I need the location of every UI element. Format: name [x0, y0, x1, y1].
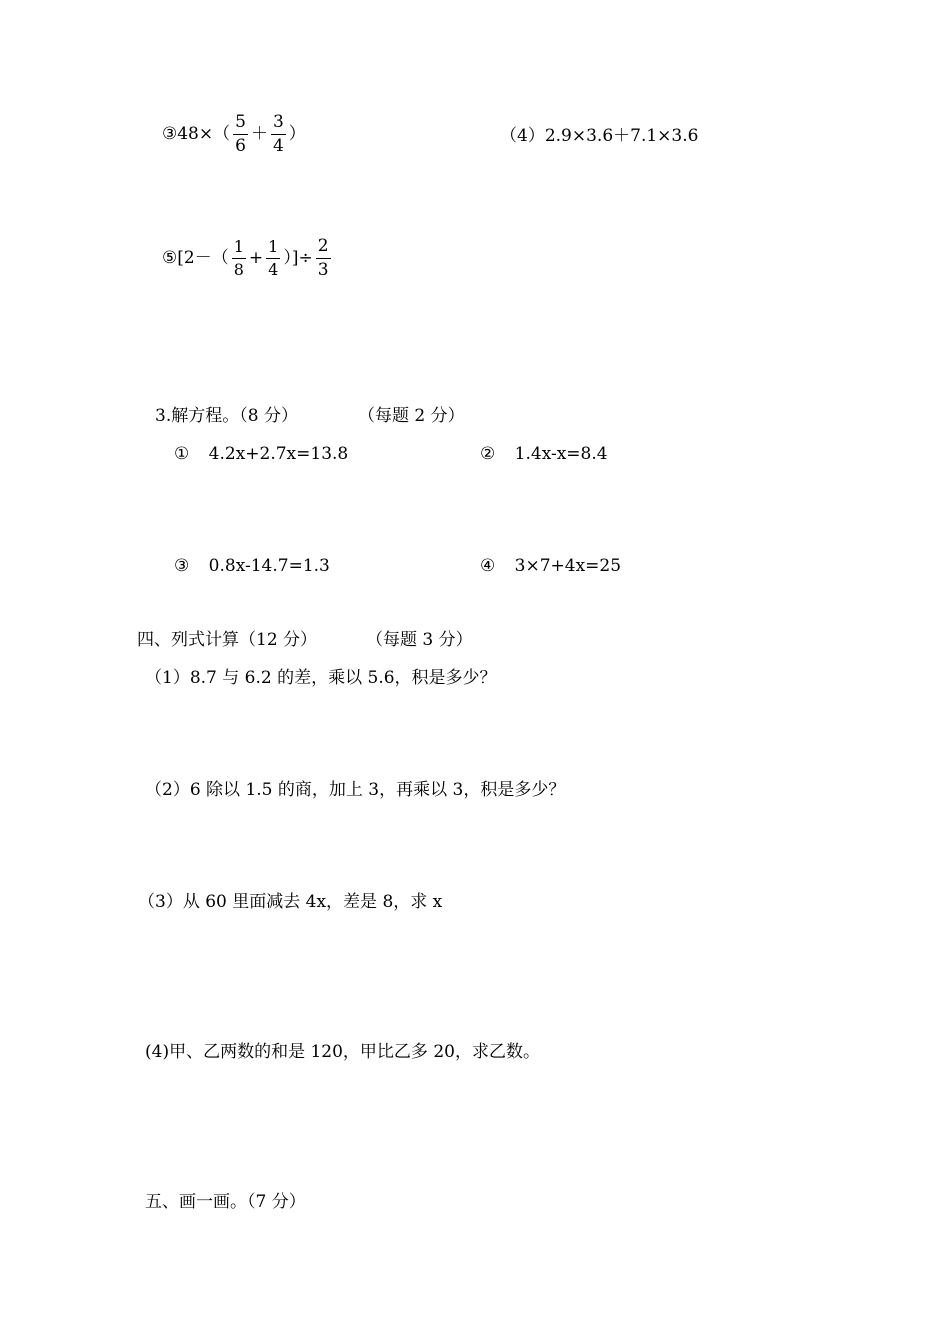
equation-3: [174, 558, 330, 575]
word-problem-2: （2）6 除以 1.5 的商，加上 3，再乘以 3，积是多少？: [145, 780, 566, 800]
calc-problem-4: （4）2.9×3.6＋7.1×3.6: [500, 126, 699, 146]
word-problem-1: （1）8.7 与 6.2 的差，乘以 5.6，积是多少？: [145, 668, 497, 688]
fraction-denominator: 8: [233, 260, 244, 279]
fraction-denominator: 6: [235, 136, 246, 156]
fraction-denominator: 4: [272, 136, 284, 156]
equation-marker: ③: [174, 556, 190, 576]
calc-5-mid: ）]÷: [283, 248, 313, 268]
equation-1: [174, 446, 348, 463]
calc-problem-3: [162, 114, 306, 155]
fraction-1-4: [266, 239, 280, 278]
equation-marker: ①: [174, 444, 190, 464]
word-problem-3: （3）从 60 里面减去 4x，差是 8，求 x: [138, 892, 443, 912]
fraction-1-8: [232, 239, 246, 278]
fraction-numerator: 1: [233, 237, 244, 256]
equation-marker: ②: [480, 444, 496, 464]
fraction-2-3: [316, 238, 331, 279]
calc-3-suffix: ）: [288, 124, 306, 144]
section-4-title: 四、列式计算（12 分）: [137, 630, 318, 650]
equation-expression: 1.4x-x=8.4: [514, 444, 608, 464]
fraction-numerator: 5: [235, 112, 246, 132]
word-problem-4: (4)甲、乙两数的和是 120，甲比乙多 20，求乙数。: [145, 1042, 540, 1062]
equation-4: [480, 558, 621, 575]
calc-3-prefix: ③48×（: [162, 124, 231, 144]
equation-expression: 4.2x+2.7x=13.8: [208, 444, 349, 464]
equation-expression: 3×7+4x=25: [514, 556, 622, 576]
fraction-numerator: 3: [272, 112, 284, 132]
section-5-title: 五、画一画。（7 分）: [145, 1192, 306, 1212]
fraction-3-4: [271, 114, 286, 155]
equation-2: [480, 446, 608, 463]
equations-title: 3.解方程。（8 分）: [155, 406, 298, 426]
fraction-5-6: [233, 114, 248, 155]
equation-marker: ④: [480, 556, 496, 576]
calc-problem-5: [162, 238, 334, 279]
fraction-denominator: 4: [268, 260, 279, 279]
fraction-numerator: 1: [268, 237, 279, 256]
calc-5-operator: +: [248, 248, 264, 268]
calc-3-operator: ＋: [250, 124, 268, 144]
fraction-denominator: 3: [317, 260, 329, 280]
equation-expression: 0.8x-14.7=1.3: [208, 556, 330, 576]
calc-5-prefix: ⑤[2－（: [162, 248, 229, 268]
equations-note: （每题 2 分）: [358, 406, 465, 426]
section-4-note: （每题 3 分）: [366, 630, 473, 650]
fraction-numerator: 2: [317, 236, 329, 256]
